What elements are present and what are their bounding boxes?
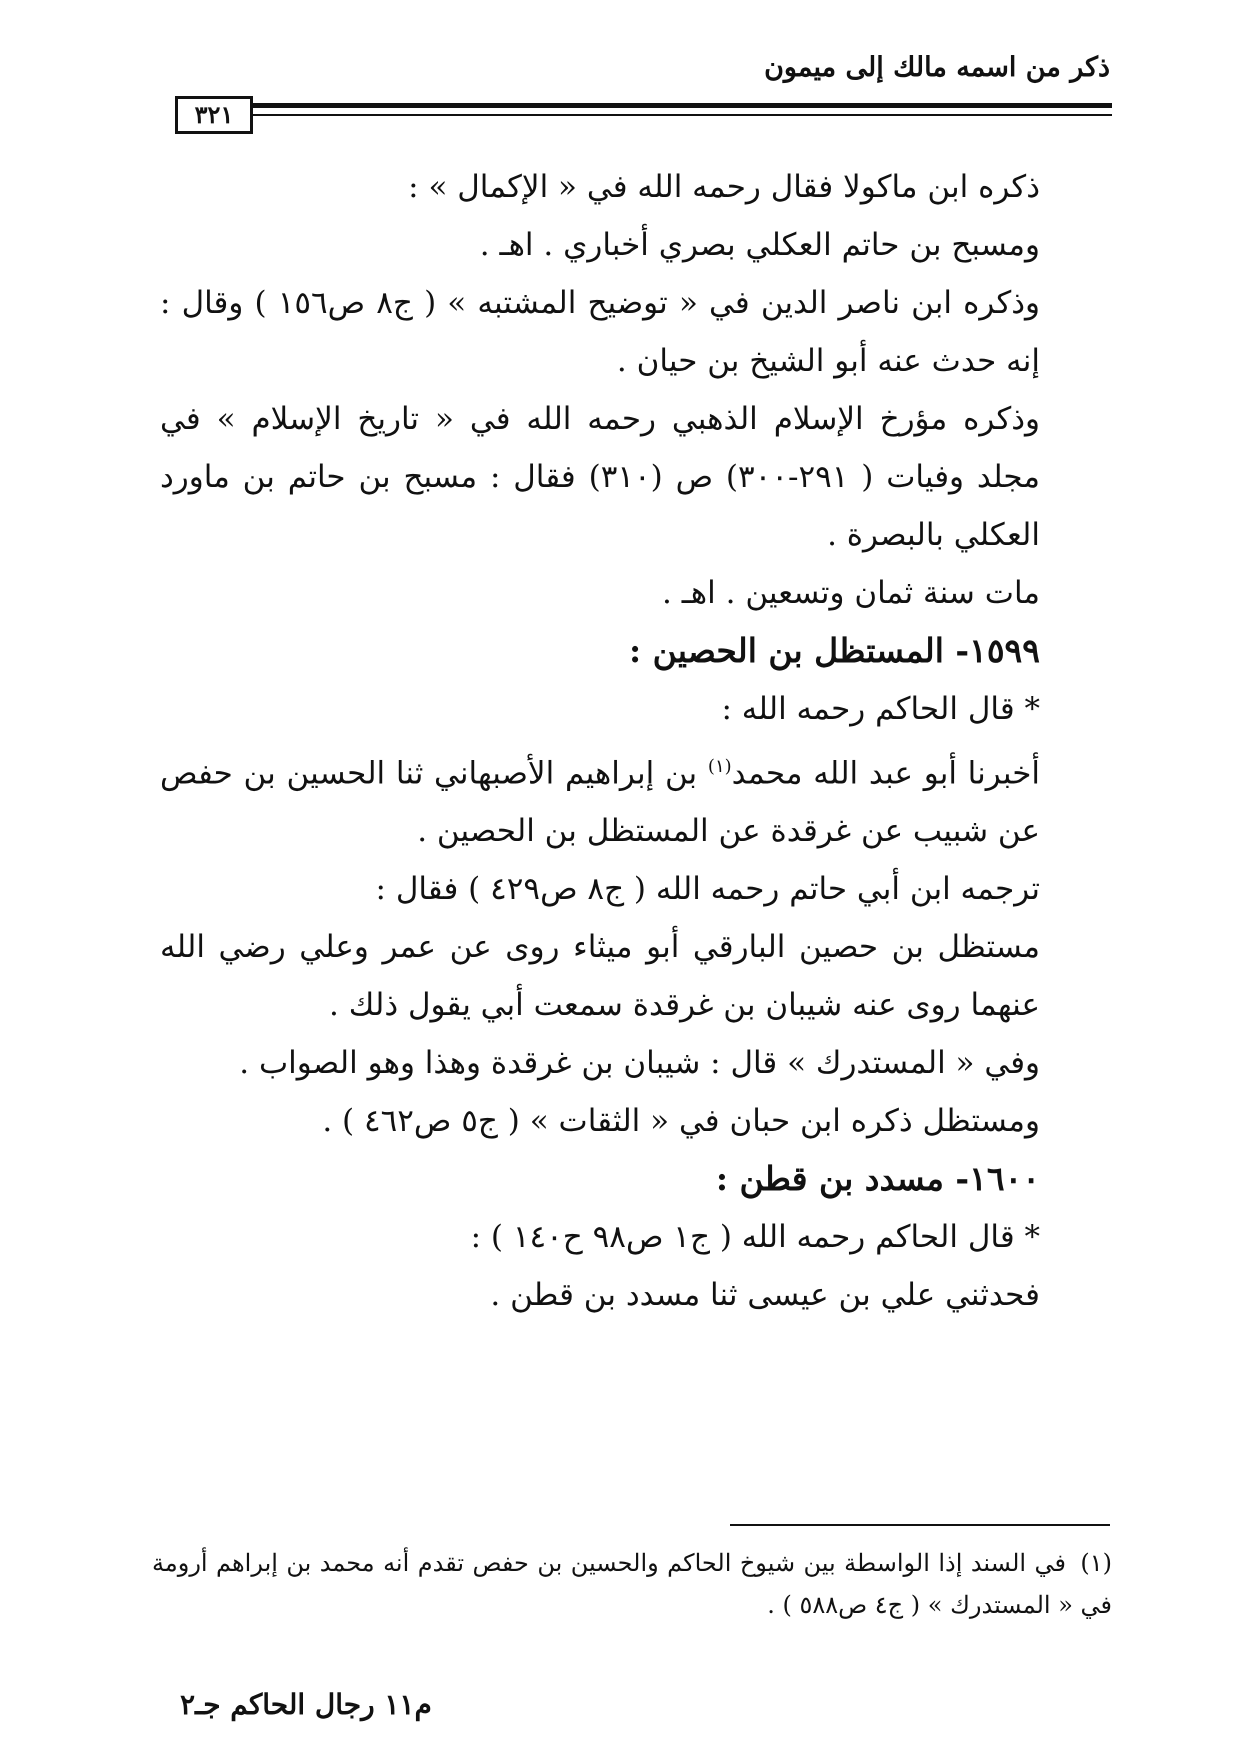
footnotes: [152, 1542, 1112, 1626]
paragraph: وفي « المستدرك » قال : شيبان بن غرقدة وهذا وهو الصواب .: [239, 1045, 1040, 1082]
paragraph: [160, 738, 1110, 860]
paragraph: وذكره مؤرخ الإسلام الذهبي رحمه الله في « تاريخ الإسلام » في مجلد وفيات ( ٢٩١-٣٠٠) ص (٣١٠) فقال : مسبح بن حاتم بن ماورد العكلي بالبصرة .: [160, 401, 1040, 553]
header-rule-thick: [252, 103, 1112, 108]
paragraph: مستظل بن حصين البارقي أبو ميثاء روى عن عمر وعلي رضي الله عنهما روى عنه شيبان بن غرقدة سمعت أبي يقول ذلك .: [160, 929, 1040, 1024]
paragraph: ترجمه ابن أبي حاتم رحمه الله ( ج٨ ص٤٢٩ ) فقال :: [375, 871, 1040, 908]
paragraph: ومستظل ذكره ابن حبان في « الثقات » ( ج٥ ص٤٦٢ ) .: [322, 1103, 1040, 1140]
main-text: [160, 158, 1110, 1324]
signature-mark: م١١ رجال الحاكم جـ٢: [180, 1688, 432, 1721]
paragraph-part: أخبرنا أبو عبد الله محمد: [731, 755, 1040, 792]
paragraph: * قال الحاكم رحمه الله ( ج١ ص٩٨ ح١٤٠ ) :: [470, 1219, 1040, 1256]
footnote: [152, 1542, 1112, 1626]
paragraph-part: بن إبراهيم الأصبهاني ثنا الحسين بن حفص عن شبيب عن غرقدة عن المستظل بن الحصين .: [160, 755, 1040, 850]
page-number: ٣٢١: [175, 96, 253, 134]
paragraph: وذكره ابن ناصر الدين في « توضيح المشتبه » ( ج٨ ص١٥٦ ) وقال : إنه حدث عنه أبو الشيخ بن حيان .: [160, 285, 1040, 379]
footnote-reference: (١): [707, 756, 732, 777]
entry-heading-1600: ١٦٠٠- مسدد بن قطن :: [715, 1159, 1040, 1199]
paragraph: مات سنة ثمان وتسعين . اهـ .: [662, 575, 1040, 611]
paragraph: فحدثني علي بن عيسى ثنا مسدد بن قطن .: [490, 1277, 1040, 1314]
header-rule-thin: [252, 114, 1112, 116]
paragraph: ومسبح بن حاتم العكلي بصري أخباري . اهـ .: [479, 227, 1040, 263]
paragraph: ذكره ابن ماكولا فقال رحمه الله في « الإكمال » :: [408, 169, 1040, 205]
footnote-text: في السند إذا الواسطة بين شيوخ الحاكم والحسين بن حفص تقدم أنه محمد بن إبراهم أرومة في « المستدرك » ( ج٤ ص٥٨٨ ) .: [152, 1549, 1112, 1619]
paragraph: * قال الحاكم رحمه الله :: [721, 691, 1040, 727]
footnote-marker: (١): [1080, 1549, 1112, 1577]
entry-heading-1599: ١٥٩٩- المستظل بن الحصين :: [628, 631, 1040, 670]
footnote-separator: [730, 1524, 1110, 1526]
running-title: ذكر من اسمه مالك إلى ميمون: [764, 52, 1110, 83]
